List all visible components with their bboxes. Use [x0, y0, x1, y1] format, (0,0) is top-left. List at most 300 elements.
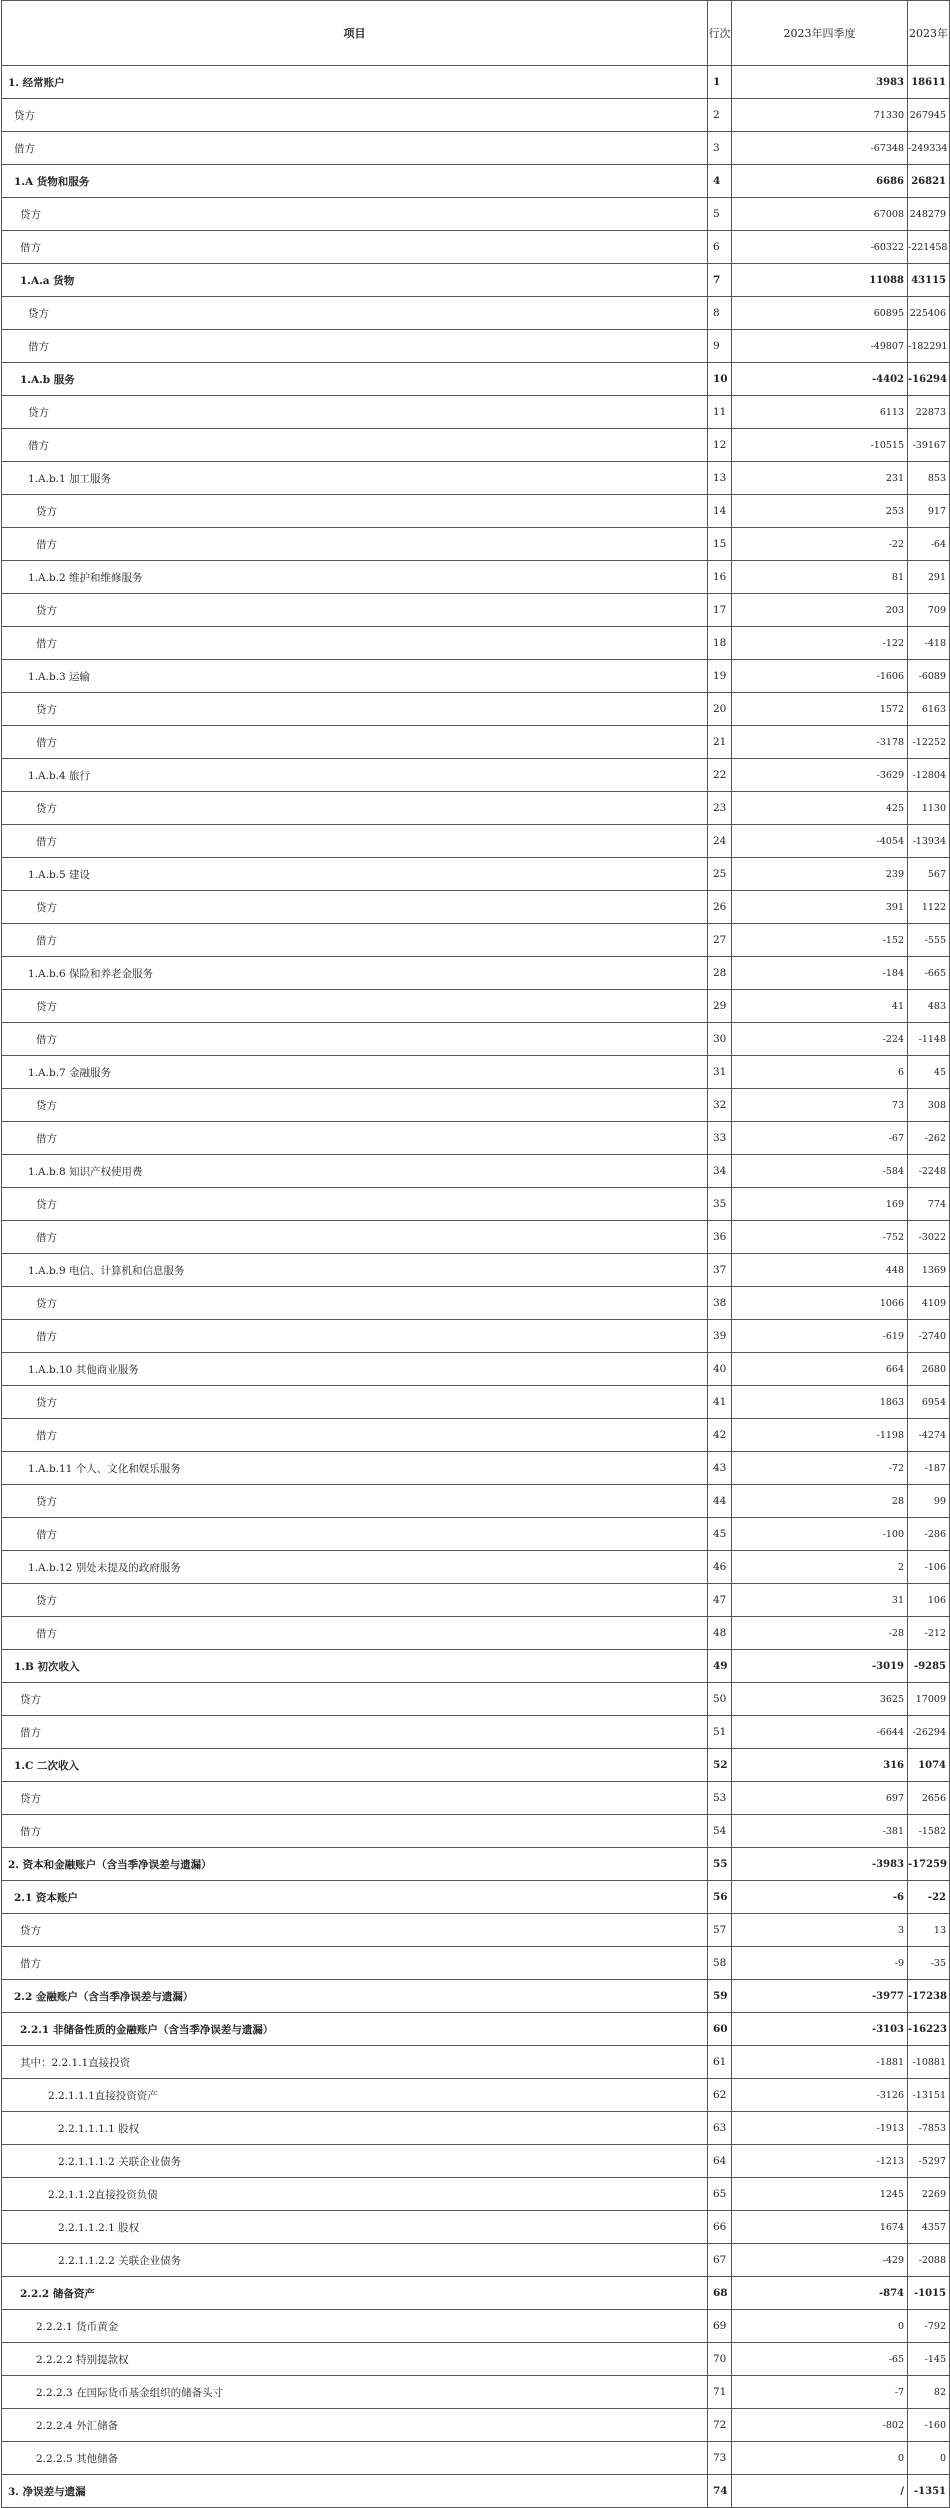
row-line-number: 30: [708, 1023, 732, 1056]
table-row: [2, 198, 950, 231]
row-line-number: 42: [708, 1419, 732, 1452]
row-2023-year-value: -10881: [908, 2046, 950, 2079]
row-2023-q4-value: 60895: [732, 297, 908, 330]
row-2023-q4-value: -184: [732, 957, 908, 990]
row-line-number: 69: [708, 2310, 732, 2343]
row-2023-year-value: 2680: [908, 1353, 950, 1386]
row-2023-q4-value: 231: [732, 462, 908, 495]
row-2023-q4-value: 31: [732, 1584, 908, 1617]
row-line-number: 11: [708, 396, 732, 429]
row-line-number: 23: [708, 792, 732, 825]
table-row: [2, 1320, 950, 1353]
row-line-number: 58: [708, 1947, 732, 1980]
table-row: [2, 1023, 950, 1056]
row-2023-q4-value: 11088: [732, 264, 908, 297]
row-line-number: 41: [708, 1386, 732, 1419]
table-header-row: [2, 1, 950, 66]
row-2023-q4-value: -152: [732, 924, 908, 957]
row-item-label: 2.2.2.5 其他储备: [2, 2442, 708, 2475]
row-line-number: 44: [708, 1485, 732, 1518]
table-body: [2, 66, 950, 2508]
row-2023-year-value: -12252: [908, 726, 950, 759]
row-item-label: 借方: [2, 825, 708, 858]
row-item-label: 2.2.1.1.2.2 关联企业债务: [2, 2244, 708, 2277]
row-2023-year-value: -182291: [908, 330, 950, 363]
row-2023-q4-value: -224: [732, 1023, 908, 1056]
row-2023-q4-value: -874: [732, 2277, 908, 2310]
row-item-label: 贷方: [2, 990, 708, 1023]
row-line-number: 19: [708, 660, 732, 693]
row-line-number: 73: [708, 2442, 732, 2475]
table-row: [2, 2442, 950, 2475]
row-2023-year-value: 774: [908, 1188, 950, 1221]
table-row: [2, 2145, 950, 2178]
row-line-number: 56: [708, 1881, 732, 1914]
table-row: [2, 759, 950, 792]
row-line-number: 63: [708, 2112, 732, 2145]
row-2023-q4-value: -67348: [732, 132, 908, 165]
row-item-label: 1.A.b 服务: [2, 363, 708, 396]
row-2023-q4-value: -28: [732, 1617, 908, 1650]
row-2023-year-value: 99: [908, 1485, 950, 1518]
row-line-number: 67: [708, 2244, 732, 2277]
row-item-label: 贷方: [2, 495, 708, 528]
row-line-number: 33: [708, 1122, 732, 1155]
row-line-number: 25: [708, 858, 732, 891]
row-2023-q4-value: 1066: [732, 1287, 908, 1320]
row-2023-year-value: -160: [908, 2409, 950, 2442]
row-2023-q4-value: -3019: [732, 1650, 908, 1683]
table-row: [2, 1914, 950, 1947]
table-row: [2, 1815, 950, 1848]
row-2023-year-value: 267945: [908, 99, 950, 132]
row-2023-year-value: 308: [908, 1089, 950, 1122]
table-row: [2, 2079, 950, 2112]
table-row: [2, 2244, 950, 2277]
row-2023-year-value: 248279: [908, 198, 950, 231]
row-2023-q4-value: -3977: [732, 1980, 908, 2013]
row-2023-q4-value: -1198: [732, 1419, 908, 1452]
row-2023-year-value: 6954: [908, 1386, 950, 1419]
table-row: [2, 2409, 950, 2442]
row-2023-year-value: 1369: [908, 1254, 950, 1287]
row-item-label: 贷方: [2, 594, 708, 627]
row-item-label: 其中：2.2.1.1直接投资: [2, 2046, 708, 2079]
table-row: [2, 1254, 950, 1287]
row-line-number: 47: [708, 1584, 732, 1617]
table-row: [2, 1881, 950, 1914]
table-row: [2, 2013, 950, 2046]
row-item-label: 1.A.b.3 运输: [2, 660, 708, 693]
row-2023-q4-value: -49807: [732, 330, 908, 363]
table-row: [2, 165, 950, 198]
row-item-label: 借方: [2, 429, 708, 462]
row-2023-year-value: -9285: [908, 1650, 950, 1683]
row-line-number: 60: [708, 2013, 732, 2046]
row-2023-year-value: 1122: [908, 891, 950, 924]
row-line-number: 45: [708, 1518, 732, 1551]
row-2023-q4-value: 6113: [732, 396, 908, 429]
table-row: [2, 2211, 950, 2244]
table-row: [2, 99, 950, 132]
row-2023-q4-value: 1863: [732, 1386, 908, 1419]
row-2023-year-value: -2248: [908, 1155, 950, 1188]
row-item-label: 贷方: [2, 1287, 708, 1320]
row-2023-q4-value: -1881: [732, 2046, 908, 2079]
row-2023-year-value: -212: [908, 1617, 950, 1650]
table-row: [2, 957, 950, 990]
row-item-label: 2.2.2.2 特别提款权: [2, 2343, 708, 2376]
row-2023-q4-value: 1674: [732, 2211, 908, 2244]
row-2023-q4-value: 3: [732, 1914, 908, 1947]
row-line-number: 50: [708, 1683, 732, 1716]
row-2023-year-value: -106: [908, 1551, 950, 1584]
table-row: [2, 1419, 950, 1452]
table-row: [2, 1683, 950, 1716]
header-2023-year: 2023年: [908, 1, 950, 66]
table-row: [2, 726, 950, 759]
row-2023-q4-value: 1572: [732, 693, 908, 726]
row-line-number: 46: [708, 1551, 732, 1584]
row-line-number: 64: [708, 2145, 732, 2178]
table-row: [2, 66, 950, 99]
table-row: [2, 2046, 950, 2079]
table-row: [2, 2343, 950, 2376]
row-item-label: 3. 净误差与遗漏: [2, 2475, 708, 2508]
header-2023-q4: 2023年四季度: [732, 1, 908, 66]
header-item: 项目: [2, 1, 708, 66]
table-row: [2, 1188, 950, 1221]
table-row: [2, 561, 950, 594]
table-row: [2, 2376, 950, 2409]
row-line-number: 59: [708, 1980, 732, 2013]
row-2023-q4-value: 425: [732, 792, 908, 825]
row-line-number: 6: [708, 231, 732, 264]
row-2023-year-value: -2088: [908, 2244, 950, 2277]
row-2023-year-value: -792: [908, 2310, 950, 2343]
row-2023-q4-value: -100: [732, 1518, 908, 1551]
row-2023-year-value: 18611: [908, 66, 950, 99]
row-line-number: 2: [708, 99, 732, 132]
row-item-label: 借方: [2, 1023, 708, 1056]
row-2023-q4-value: 316: [732, 1749, 908, 1782]
row-2023-year-value: -22: [908, 1881, 950, 1914]
table-row: [2, 528, 950, 561]
row-line-number: 65: [708, 2178, 732, 2211]
row-line-number: 31: [708, 1056, 732, 1089]
row-2023-year-value: -5297: [908, 2145, 950, 2178]
row-2023-q4-value: -72: [732, 1452, 908, 1485]
row-2023-year-value: -187: [908, 1452, 950, 1485]
row-2023-year-value: -221458: [908, 231, 950, 264]
row-line-number: 38: [708, 1287, 732, 1320]
row-item-label: 1.B 初次收入: [2, 1650, 708, 1683]
row-item-label: 2.2.1.1.2直接投资负债: [2, 2178, 708, 2211]
row-line-number: 15: [708, 528, 732, 561]
table-row: [2, 1056, 950, 1089]
table-row: [2, 627, 950, 660]
row-item-label: 贷方: [2, 1386, 708, 1419]
row-item-label: 2.1 资本账户: [2, 1881, 708, 1914]
row-2023-year-value: 26821: [908, 165, 950, 198]
row-2023-q4-value: -3983: [732, 1848, 908, 1881]
row-2023-year-value: 6163: [908, 693, 950, 726]
row-2023-year-value: 22873: [908, 396, 950, 429]
row-2023-q4-value: 28: [732, 1485, 908, 1518]
row-item-label: 1.A.b.5 建设: [2, 858, 708, 891]
table-row: [2, 2310, 950, 2343]
row-2023-year-value: -3022: [908, 1221, 950, 1254]
row-line-number: 37: [708, 1254, 732, 1287]
row-2023-year-value: -17238: [908, 1980, 950, 2013]
row-item-label: 2.2.2 储备资产: [2, 2277, 708, 2310]
row-2023-year-value: -6089: [908, 660, 950, 693]
table-row: [2, 1155, 950, 1188]
row-2023-year-value: -4274: [908, 1419, 950, 1452]
table-row: [2, 2112, 950, 2145]
row-2023-year-value: -35: [908, 1947, 950, 1980]
row-line-number: 5: [708, 198, 732, 231]
table-row: [2, 924, 950, 957]
row-item-label: 1.A.b.6 保险和养老金服务: [2, 957, 708, 990]
row-2023-year-value: -249334: [908, 132, 950, 165]
row-item-label: 贷方: [2, 693, 708, 726]
row-2023-q4-value: 6: [732, 1056, 908, 1089]
row-line-number: 70: [708, 2343, 732, 2376]
row-item-label: 贷方: [2, 1683, 708, 1716]
row-2023-q4-value: -4402: [732, 363, 908, 396]
row-line-number: 36: [708, 1221, 732, 1254]
row-line-number: 8: [708, 297, 732, 330]
table-row: [2, 693, 950, 726]
table-row: [2, 2178, 950, 2211]
row-item-label: 2.2.2.1 货币黄金: [2, 2310, 708, 2343]
row-2023-q4-value: -429: [732, 2244, 908, 2277]
table-row: [2, 396, 950, 429]
row-line-number: 62: [708, 2079, 732, 2112]
table-row: [2, 429, 950, 462]
table-row: [2, 2277, 950, 2310]
row-line-number: 68: [708, 2277, 732, 2310]
row-line-number: 22: [708, 759, 732, 792]
row-item-label: 2.2 金融账户（含当季净误差与遗漏）: [2, 1980, 708, 2013]
row-item-label: 贷方: [2, 297, 708, 330]
row-2023-q4-value: 239: [732, 858, 908, 891]
row-item-label: 1.A.b.7 金融服务: [2, 1056, 708, 1089]
row-2023-year-value: 917: [908, 495, 950, 528]
table-row: [2, 1716, 950, 1749]
table-row: [2, 264, 950, 297]
row-2023-year-value: -2740: [908, 1320, 950, 1353]
row-item-label: 借方: [2, 627, 708, 660]
row-item-label: 贷方: [2, 1782, 708, 1815]
table-row: [2, 660, 950, 693]
row-2023-q4-value: 81: [732, 561, 908, 594]
row-2023-q4-value: 448: [732, 1254, 908, 1287]
row-2023-year-value: 1130: [908, 792, 950, 825]
row-item-label: 借方: [2, 1815, 708, 1848]
row-2023-year-value: 2656: [908, 1782, 950, 1815]
row-2023-year-value: -16294: [908, 363, 950, 396]
row-item-label: 贷方: [2, 1089, 708, 1122]
row-item-label: 贷方: [2, 1914, 708, 1947]
row-line-number: 43: [708, 1452, 732, 1485]
row-2023-year-value: 1074: [908, 1749, 950, 1782]
row-2023-q4-value: -1606: [732, 660, 908, 693]
table-row: [2, 231, 950, 264]
table-row: [2, 1782, 950, 1815]
row-line-number: 35: [708, 1188, 732, 1221]
row-2023-q4-value: -6644: [732, 1716, 908, 1749]
row-item-label: 2.2.1 非储备性质的金融账户（含当季净误差与遗漏）: [2, 2013, 708, 2046]
row-2023-q4-value: 67008: [732, 198, 908, 231]
row-item-label: 2. 资本和金融账户（含当季净误差与遗漏）: [2, 1848, 708, 1881]
row-2023-year-value: -145: [908, 2343, 950, 2376]
row-2023-year-value: 106: [908, 1584, 950, 1617]
row-2023-year-value: 4109: [908, 1287, 950, 1320]
row-item-label: 2.2.1.1.1直接投资资产: [2, 2079, 708, 2112]
row-line-number: 17: [708, 594, 732, 627]
row-2023-q4-value: 1245: [732, 2178, 908, 2211]
row-2023-year-value: 45: [908, 1056, 950, 1089]
row-2023-year-value: 0: [908, 2442, 950, 2475]
row-item-label: 借方: [2, 1122, 708, 1155]
row-2023-q4-value: -60322: [732, 231, 908, 264]
row-2023-year-value: -13151: [908, 2079, 950, 2112]
row-item-label: 借方: [2, 1947, 708, 1980]
row-line-number: 1: [708, 66, 732, 99]
table-row: [2, 1485, 950, 1518]
table-row: [2, 2475, 950, 2508]
row-2023-year-value: 2269: [908, 2178, 950, 2211]
row-line-number: 52: [708, 1749, 732, 1782]
row-item-label: 2.2.1.1.1.1 股权: [2, 2112, 708, 2145]
row-2023-q4-value: -3629: [732, 759, 908, 792]
row-2023-year-value: -262: [908, 1122, 950, 1155]
row-2023-year-value: -39167: [908, 429, 950, 462]
row-2023-year-value: -418: [908, 627, 950, 660]
row-2023-year-value: 483: [908, 990, 950, 1023]
row-item-label: 借方: [2, 1716, 708, 1749]
row-2023-q4-value: -10515: [732, 429, 908, 462]
table-row: [2, 1749, 950, 1782]
row-line-number: 16: [708, 561, 732, 594]
row-item-label: 1.A 货物和服务: [2, 165, 708, 198]
row-item-label: 借方: [2, 231, 708, 264]
row-2023-q4-value: -381: [732, 1815, 908, 1848]
table-row: [2, 1551, 950, 1584]
row-2023-year-value: 853: [908, 462, 950, 495]
row-item-label: 贷方: [2, 1188, 708, 1221]
row-2023-year-value: 13: [908, 1914, 950, 1947]
row-line-number: 9: [708, 330, 732, 363]
row-2023-q4-value: 71330: [732, 99, 908, 132]
row-line-number: 61: [708, 2046, 732, 2079]
row-2023-q4-value: -6: [732, 1881, 908, 1914]
row-line-number: 12: [708, 429, 732, 462]
row-2023-year-value: 43115: [908, 264, 950, 297]
row-line-number: 18: [708, 627, 732, 660]
table-row: [2, 363, 950, 396]
table-row: [2, 1848, 950, 1881]
row-line-number: 51: [708, 1716, 732, 1749]
row-item-label: 1.A.b.1 加工服务: [2, 462, 708, 495]
row-line-number: 21: [708, 726, 732, 759]
row-line-number: 3: [708, 132, 732, 165]
row-line-number: 20: [708, 693, 732, 726]
row-line-number: 49: [708, 1650, 732, 1683]
row-2023-q4-value: -4054: [732, 825, 908, 858]
row-item-label: 借方: [2, 1617, 708, 1650]
table-row: [2, 1947, 950, 1980]
row-2023-q4-value: 169: [732, 1188, 908, 1221]
row-line-number: 24: [708, 825, 732, 858]
row-line-number: 40: [708, 1353, 732, 1386]
row-line-number: 4: [708, 165, 732, 198]
row-item-label: 2.2.1.1.2.1 股权: [2, 2211, 708, 2244]
row-item-label: 借方: [2, 132, 708, 165]
row-line-number: 66: [708, 2211, 732, 2244]
row-2023-q4-value: 664: [732, 1353, 908, 1386]
row-item-label: 1. 经常账户: [2, 66, 708, 99]
row-2023-q4-value: 3625: [732, 1683, 908, 1716]
row-2023-q4-value: -7: [732, 2376, 908, 2409]
row-item-label: 贷方: [2, 99, 708, 132]
table-row: [2, 1122, 950, 1155]
row-item-label: 借方: [2, 330, 708, 363]
row-2023-q4-value: 0: [732, 2310, 908, 2343]
table-row: [2, 792, 950, 825]
row-2023-q4-value: -3178: [732, 726, 908, 759]
table-row: [2, 891, 950, 924]
row-2023-q4-value: /: [732, 2475, 908, 2508]
row-item-label: 借方: [2, 1419, 708, 1452]
row-2023-q4-value: -122: [732, 627, 908, 660]
table-row: [2, 1650, 950, 1683]
row-2023-q4-value: 391: [732, 891, 908, 924]
row-item-label: 1.A.b.8 知识产权使用费: [2, 1155, 708, 1188]
row-item-label: 1.A.b.12 别处未提及的政府服务: [2, 1551, 708, 1584]
row-item-label: 2.2.1.1.1.2 关联企业债务: [2, 2145, 708, 2178]
row-2023-year-value: -665: [908, 957, 950, 990]
table-row: [2, 825, 950, 858]
row-item-label: 借方: [2, 726, 708, 759]
row-line-number: 57: [708, 1914, 732, 1947]
row-2023-q4-value: 41: [732, 990, 908, 1023]
row-2023-q4-value: 6686: [732, 165, 908, 198]
balance-of-payments-table: [1, 0, 950, 2508]
row-line-number: 14: [708, 495, 732, 528]
table-row: [2, 297, 950, 330]
row-item-label: 1.A.b.4 旅行: [2, 759, 708, 792]
table-row: [2, 858, 950, 891]
row-2023-year-value: -26294: [908, 1716, 950, 1749]
row-2023-q4-value: -67: [732, 1122, 908, 1155]
row-2023-year-value: 709: [908, 594, 950, 627]
row-2023-q4-value: -619: [732, 1320, 908, 1353]
row-item-label: 贷方: [2, 792, 708, 825]
row-2023-year-value: 291: [908, 561, 950, 594]
row-2023-q4-value: 0: [732, 2442, 908, 2475]
table-row: [2, 1386, 950, 1419]
row-2023-year-value: -17259: [908, 1848, 950, 1881]
table-row: [2, 495, 950, 528]
row-item-label: 贷方: [2, 1584, 708, 1617]
row-2023-q4-value: 3983: [732, 66, 908, 99]
row-2023-year-value: -64: [908, 528, 950, 561]
row-2023-year-value: -7853: [908, 2112, 950, 2145]
row-item-label: 1.A.b.11 个人、文化和娱乐服务: [2, 1452, 708, 1485]
